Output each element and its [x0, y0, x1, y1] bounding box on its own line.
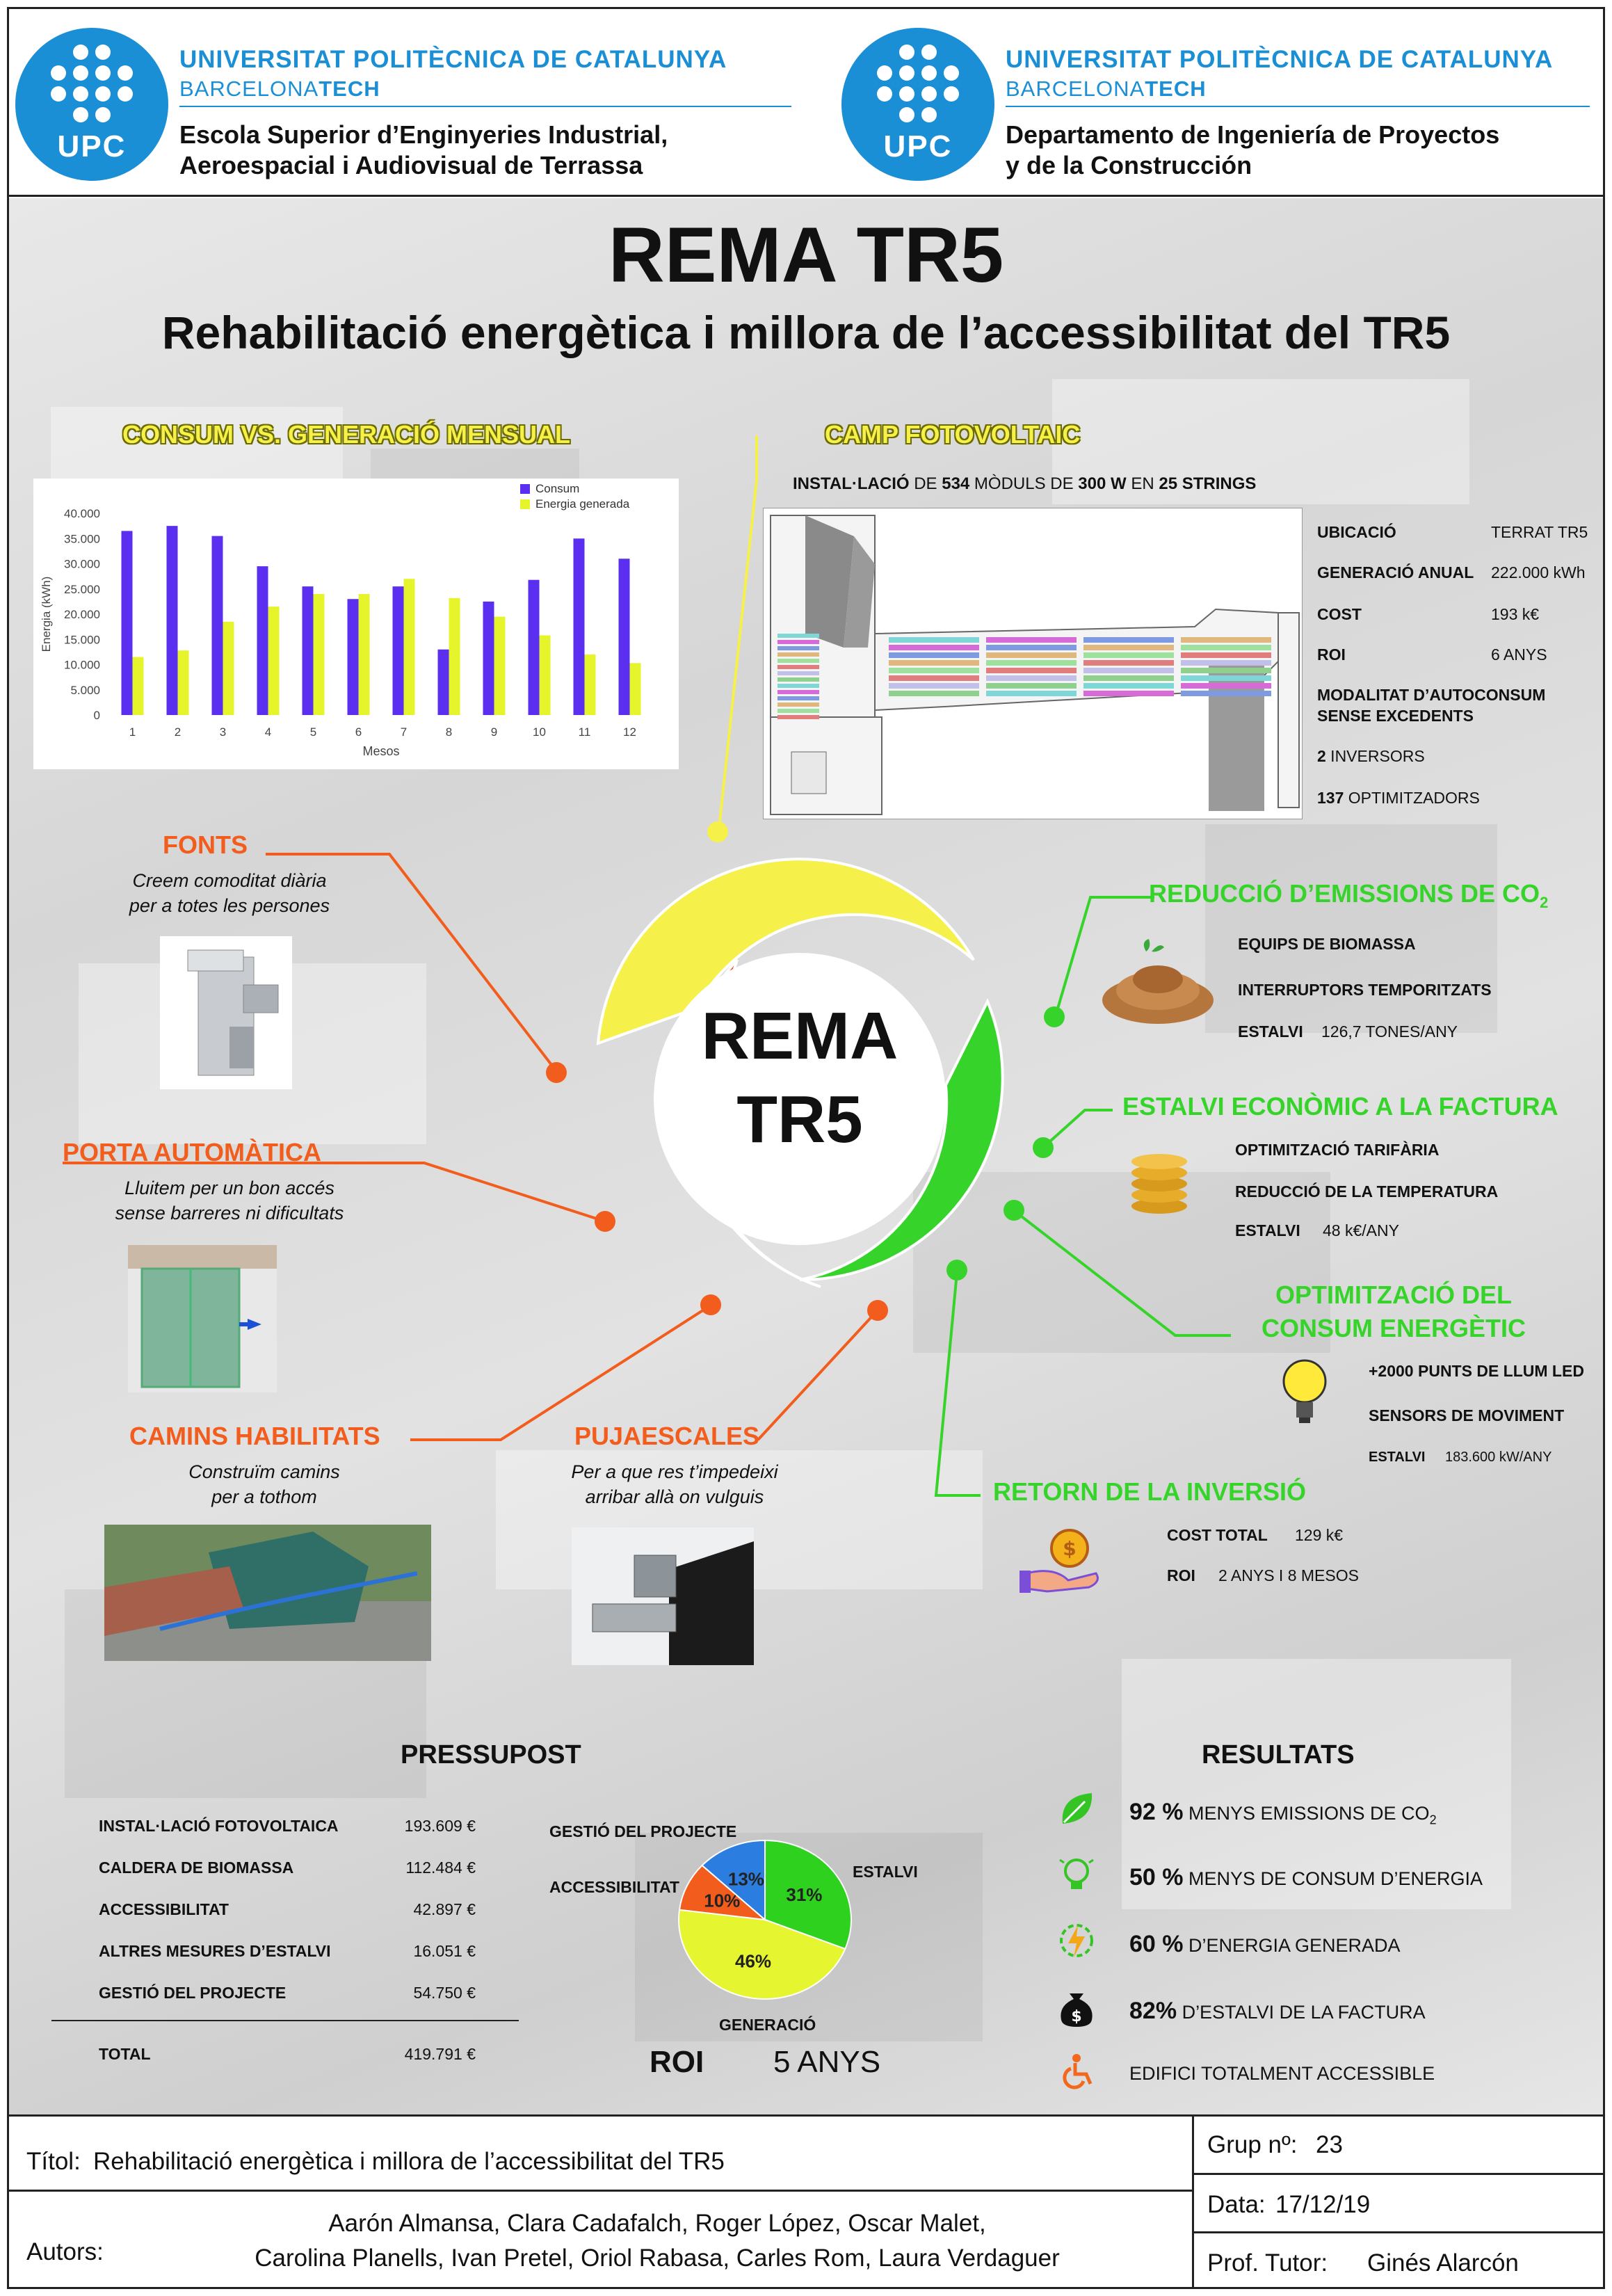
puja-heading: PUJAESCALES [574, 1422, 760, 1450]
footer-tutor-value: Ginés Alarcón [1367, 2249, 1519, 2277]
y-axis-label: Energia (kWh) [40, 576, 53, 652]
retorn-cost-label: COST TOTAL [1167, 1526, 1268, 1544]
porta-description: Lluitem per un bon accés sense barreres ni dificultats [115, 1178, 344, 1223]
modalitat-line-1: MODALITAT D’AUTOCONSUM [1317, 686, 1546, 704]
fonts-description: Creem comoditat diària per a totes les persones [129, 870, 330, 916]
pie-slice-label: 31% [786, 1884, 823, 1905]
fonts-heading: FONTS [163, 830, 248, 859]
energy-bolt-icon [1057, 1920, 1096, 1961]
y-tick-label: 20.000 [64, 608, 100, 621]
budget-row-value: 193.609 € [404, 1817, 476, 1835]
optimitzadors: 137 OPTIMITZADORS [1317, 789, 1480, 807]
pie-label-generacio: GENERACIÓ [719, 2016, 816, 2034]
y-tick-label: 0 [93, 709, 100, 722]
lightbulb-outline-icon [1057, 1853, 1096, 1895]
emissions-estalvi-value: 126,7 TONES/ANY [1321, 1022, 1458, 1041]
inversors: 2 INVERSORS [1317, 747, 1425, 765]
bulb-result [1057, 1853, 1096, 1898]
camins-aerial-icon [104, 1525, 431, 1661]
pie-slice-label: 10% [704, 1890, 741, 1911]
emissions-dot [1044, 1006, 1065, 1027]
x-tick-label: 11 [578, 725, 591, 739]
x-tick-label: 2 [174, 725, 182, 739]
cost-value: 193 k€ [1491, 605, 1540, 623]
optimitzacio-estalvi-value: 183.600 kW/ANY [1445, 1450, 1552, 1465]
budget-total-rule [51, 2020, 519, 2021]
optimitzacio-estalvi-label: ESTALVI [1369, 1450, 1426, 1465]
pie-label-accessibilitat: ACCESSIBILITAT [549, 1878, 679, 1896]
x-tick-label: 9 [490, 725, 498, 739]
footer-rule-data [1192, 2231, 1605, 2233]
footer-rule-grup [1192, 2173, 1605, 2175]
pellets-icon [1099, 936, 1217, 1025]
x-axis-label: Mesos [362, 744, 400, 758]
footer-title-label: Títol: [26, 2148, 81, 2175]
footer-autors-value: Aarón Almansa, Clara Cadafalch, Roger López, Oscar Malet, Carolina Planells, Ivan Pretel, Oriol Rabasa, Carles Rom, Laura Verdaguer [255, 2210, 1060, 2272]
x-tick-label: 1 [129, 725, 136, 739]
budget-total-label: TOTAL [99, 2045, 151, 2063]
budget-row-value: 16.051 € [413, 1942, 476, 1960]
camins-aerial-image [104, 1525, 431, 1661]
budget-total-value: 419.791 € [404, 2045, 476, 2063]
y-tick-label: 40.000 [64, 507, 100, 520]
university-name-right: UNIVERSITAT POLITÈCNICA DE CATALUNYA [1006, 46, 1554, 73]
emissions-estalvi-label: ESTALVI [1238, 1022, 1303, 1041]
y-tick-label: 5.000 [70, 683, 100, 697]
camins-heading: CAMINS HABILITATS [129, 1422, 380, 1450]
consum-heading: CONSUM VS. GENERACIÓ MENSUAL [122, 420, 571, 449]
y-tick-label: 30.000 [64, 557, 100, 571]
door-image [128, 1245, 277, 1392]
pie-label-estalvi: ESTALVI [853, 1863, 918, 1881]
cost-label: COST [1317, 605, 1362, 623]
legend-label: Consum [535, 482, 580, 495]
campus-left: BARCELONATECH [179, 77, 380, 101]
university-name-left: UNIVERSITAT POLITÈCNICA DE CATALUNYA [179, 46, 727, 73]
energy-result [1057, 1920, 1096, 1965]
wheelchair-icon [1058, 2053, 1095, 2089]
camins-description: Construïm camins per a tothom [188, 1461, 340, 1507]
x-tick-label: 4 [264, 725, 272, 739]
factura-item-2: REDUCCIÓ DE LA TEMPERATURA [1235, 1182, 1499, 1201]
svg-text:$: $ [1063, 1537, 1077, 1560]
budget-row-label: GESTIÓ DEL PROJECTE [99, 1984, 287, 2002]
footer-tutor-label: Prof. Tutor: [1207, 2249, 1328, 2277]
ubicacio-label: UBICACIÓ [1317, 523, 1396, 541]
retorn-heading: RETORN DE LA INVERSIÓ [993, 1477, 1307, 1506]
x-tick-label: 6 [355, 725, 362, 739]
emissions-item-1: EQUIPS DE BIOMASSA [1238, 935, 1416, 953]
y-tick-label: 10.000 [64, 658, 100, 672]
budget-pie-chart [668, 1829, 862, 2010]
investment-image [1019, 1525, 1106, 1594]
footer-grup-label: Grup nº: [1207, 2131, 1298, 2158]
pie-slice-label: 46% [735, 1950, 772, 1972]
optimitzacio-item-2: SENSORS DE MOVIMENT [1369, 1406, 1565, 1424]
fountain-icon [160, 936, 292, 1089]
factura-connector [1045, 1110, 1113, 1146]
modalitat-line-2: SENSE EXCEDENTS [1317, 707, 1474, 725]
pie-label-gestio: GESTIÓ DEL PROJECTE [549, 1822, 737, 1840]
stairlift-image [572, 1527, 754, 1665]
footer-autors-label: Autors: [26, 2238, 104, 2265]
factura-estalvi-label: ESTALVI [1235, 1221, 1300, 1239]
stairlift-icon [572, 1527, 754, 1665]
factura-heading: ESTALVI ECONÒMIC A LA FACTURA [1122, 1092, 1558, 1121]
y-tick-label: 15.000 [64, 633, 100, 647]
legend-label: Energia generada [535, 497, 630, 511]
svg-text:$: $ [1071, 2008, 1082, 2025]
x-tick-label: 3 [219, 725, 227, 739]
y-tick-label: 35.000 [64, 532, 100, 546]
optimitzacio-item-1: +2000 PUNTS DE LLUM LED [1369, 1362, 1584, 1380]
puja-description: Per a que res t’impedeixi arribar allà on vulguis [571, 1461, 778, 1507]
camp-heading: CAMP FOTOVOLTAIC [825, 420, 1081, 449]
ubicacio-value: TERRAT TR5 [1491, 523, 1588, 541]
budget-roi-value: 5 ANYS [773, 2045, 881, 2079]
x-tick-label: 12 [623, 725, 636, 739]
result-3: 60 % D’ENERGIA GENERADA [1129, 1931, 1401, 1957]
emissions-heading: REDUCCIÓ D’EMISSIONS DE $CO_2$ [1149, 879, 1549, 912]
footer-title-value: Rehabilitació energètica i millora de l’accessibilitat del TR5 [93, 2148, 725, 2175]
automatic-door-icon [128, 1245, 277, 1392]
campus-right: BARCELONATECH [1006, 77, 1207, 101]
accessible-result [1058, 2053, 1095, 2093]
result-4: 82% D’ESTALVI DE LA FACTURA [1129, 1998, 1426, 2024]
school-right: Departamento de Ingeniería de Proyectos y de la Construcción [1006, 120, 1500, 179]
budget-row-label: INSTAL·LACIÓ FOTOVOLTAICA [99, 1817, 339, 1835]
retorn-roi-label: ROI [1167, 1566, 1195, 1584]
footer-data-label: Data: [1207, 2191, 1266, 2218]
money-bag-icon [1057, 1985, 1096, 2028]
leaf-icon [1057, 1789, 1096, 1828]
budget-row-label: CALDERA DE BIOMASSA [99, 1859, 294, 1877]
footer-top-rule [7, 2114, 1605, 2117]
budget-roi-label: ROI [650, 2045, 704, 2079]
logo-text: UPC [883, 129, 953, 163]
center-title: REMA TR5 [701, 999, 898, 1157]
school-left: Escola Superior d’Enginyeries Industrial, Aeroespacial i Audiovisual de Terrassa [179, 120, 668, 179]
optimitzacio-heading: OPTIMITZACIÓ DEL CONSUM ENERGÈTIC [1261, 1281, 1526, 1342]
lightbulb-icon [1277, 1354, 1332, 1430]
footer-mid-rule-left [7, 2190, 1192, 2192]
footer-vertical-rule [1192, 2114, 1194, 2289]
factura-item-1: OPTIMITZACIÓ TARIFÀRIA [1235, 1141, 1440, 1159]
money-result [1057, 1985, 1096, 2032]
budget-row-label: ACCESSIBILITAT [99, 1900, 229, 1918]
retorn-cost-value: 129 k€ [1295, 1526, 1344, 1544]
money-hand-icon [1019, 1525, 1106, 1594]
roi-value: 6 ANYS [1491, 645, 1547, 664]
result-2: 50 % MENYS DE CONSUM D’ENERGIA [1129, 1864, 1483, 1890]
led-bulb-image [1277, 1354, 1332, 1430]
biomass-image [1099, 936, 1217, 1025]
generacio-value: 222.000 kWh [1491, 563, 1586, 581]
x-tick-label: 8 [445, 725, 453, 739]
budget-row-label: ALTRES MESURES D’ESTALVI [99, 1942, 331, 1960]
poster-title: REMA TR5 [608, 211, 1004, 298]
porta-heading: PORTA AUTOMÀTICA [63, 1138, 321, 1166]
resultats-heading: RESULTATS [1202, 1740, 1355, 1769]
x-tick-label: 5 [309, 725, 317, 739]
x-tick-label: 10 [533, 725, 546, 739]
generacio-label: GENERACIÓ ANUAL [1317, 563, 1474, 581]
x-tick-label: 7 [400, 725, 408, 739]
puja-connector [758, 1312, 876, 1440]
factura-estalvi-value: 48 k€/ANY [1323, 1221, 1399, 1239]
y-tick-label: 25.000 [64, 582, 100, 596]
pie-slice-label: 13% [727, 1868, 764, 1890]
retorn-roi-value: 2 ANYS I 8 MESOS [1218, 1566, 1359, 1584]
emissions-item-2: INTERRUPTORS TEMPORITZATS [1238, 981, 1492, 999]
result-5: EDIFICI TOTALMENT ACCESSIBLE [1129, 2063, 1435, 2084]
logo-text: UPC [57, 129, 127, 163]
pressupost-heading: PRESSUPOST [401, 1740, 581, 1769]
optimitzacio-connector [1015, 1212, 1231, 1335]
roi-label: ROI [1317, 645, 1346, 664]
result-1: 92 % MENYS EMISSIONS DE $CO_2$ [1129, 1799, 1437, 1827]
leaf-result [1057, 1789, 1096, 1831]
camins-connector [410, 1306, 709, 1440]
camp-install-line: INSTAL·LACIÓ DE 534 MÒDULS DE 300 W EN 25 STRINGS [793, 474, 1257, 493]
footer-data-value: 17/12/19 [1275, 2191, 1371, 2218]
coins-icon [1128, 1148, 1191, 1214]
budget-row-value: 42.897 € [413, 1900, 476, 1918]
coins-image [1128, 1148, 1191, 1214]
poster-subtitle: Rehabilitació energètica i millora de l’accessibilitat del TR5 [161, 307, 1451, 358]
footer-grup-value: 23 [1316, 2131, 1343, 2158]
budget-row-value: 54.750 € [413, 1984, 476, 2002]
budget-row-value: 112.484 € [405, 1859, 476, 1877]
fountain-image [160, 936, 292, 1089]
camp-connector [719, 437, 758, 828]
